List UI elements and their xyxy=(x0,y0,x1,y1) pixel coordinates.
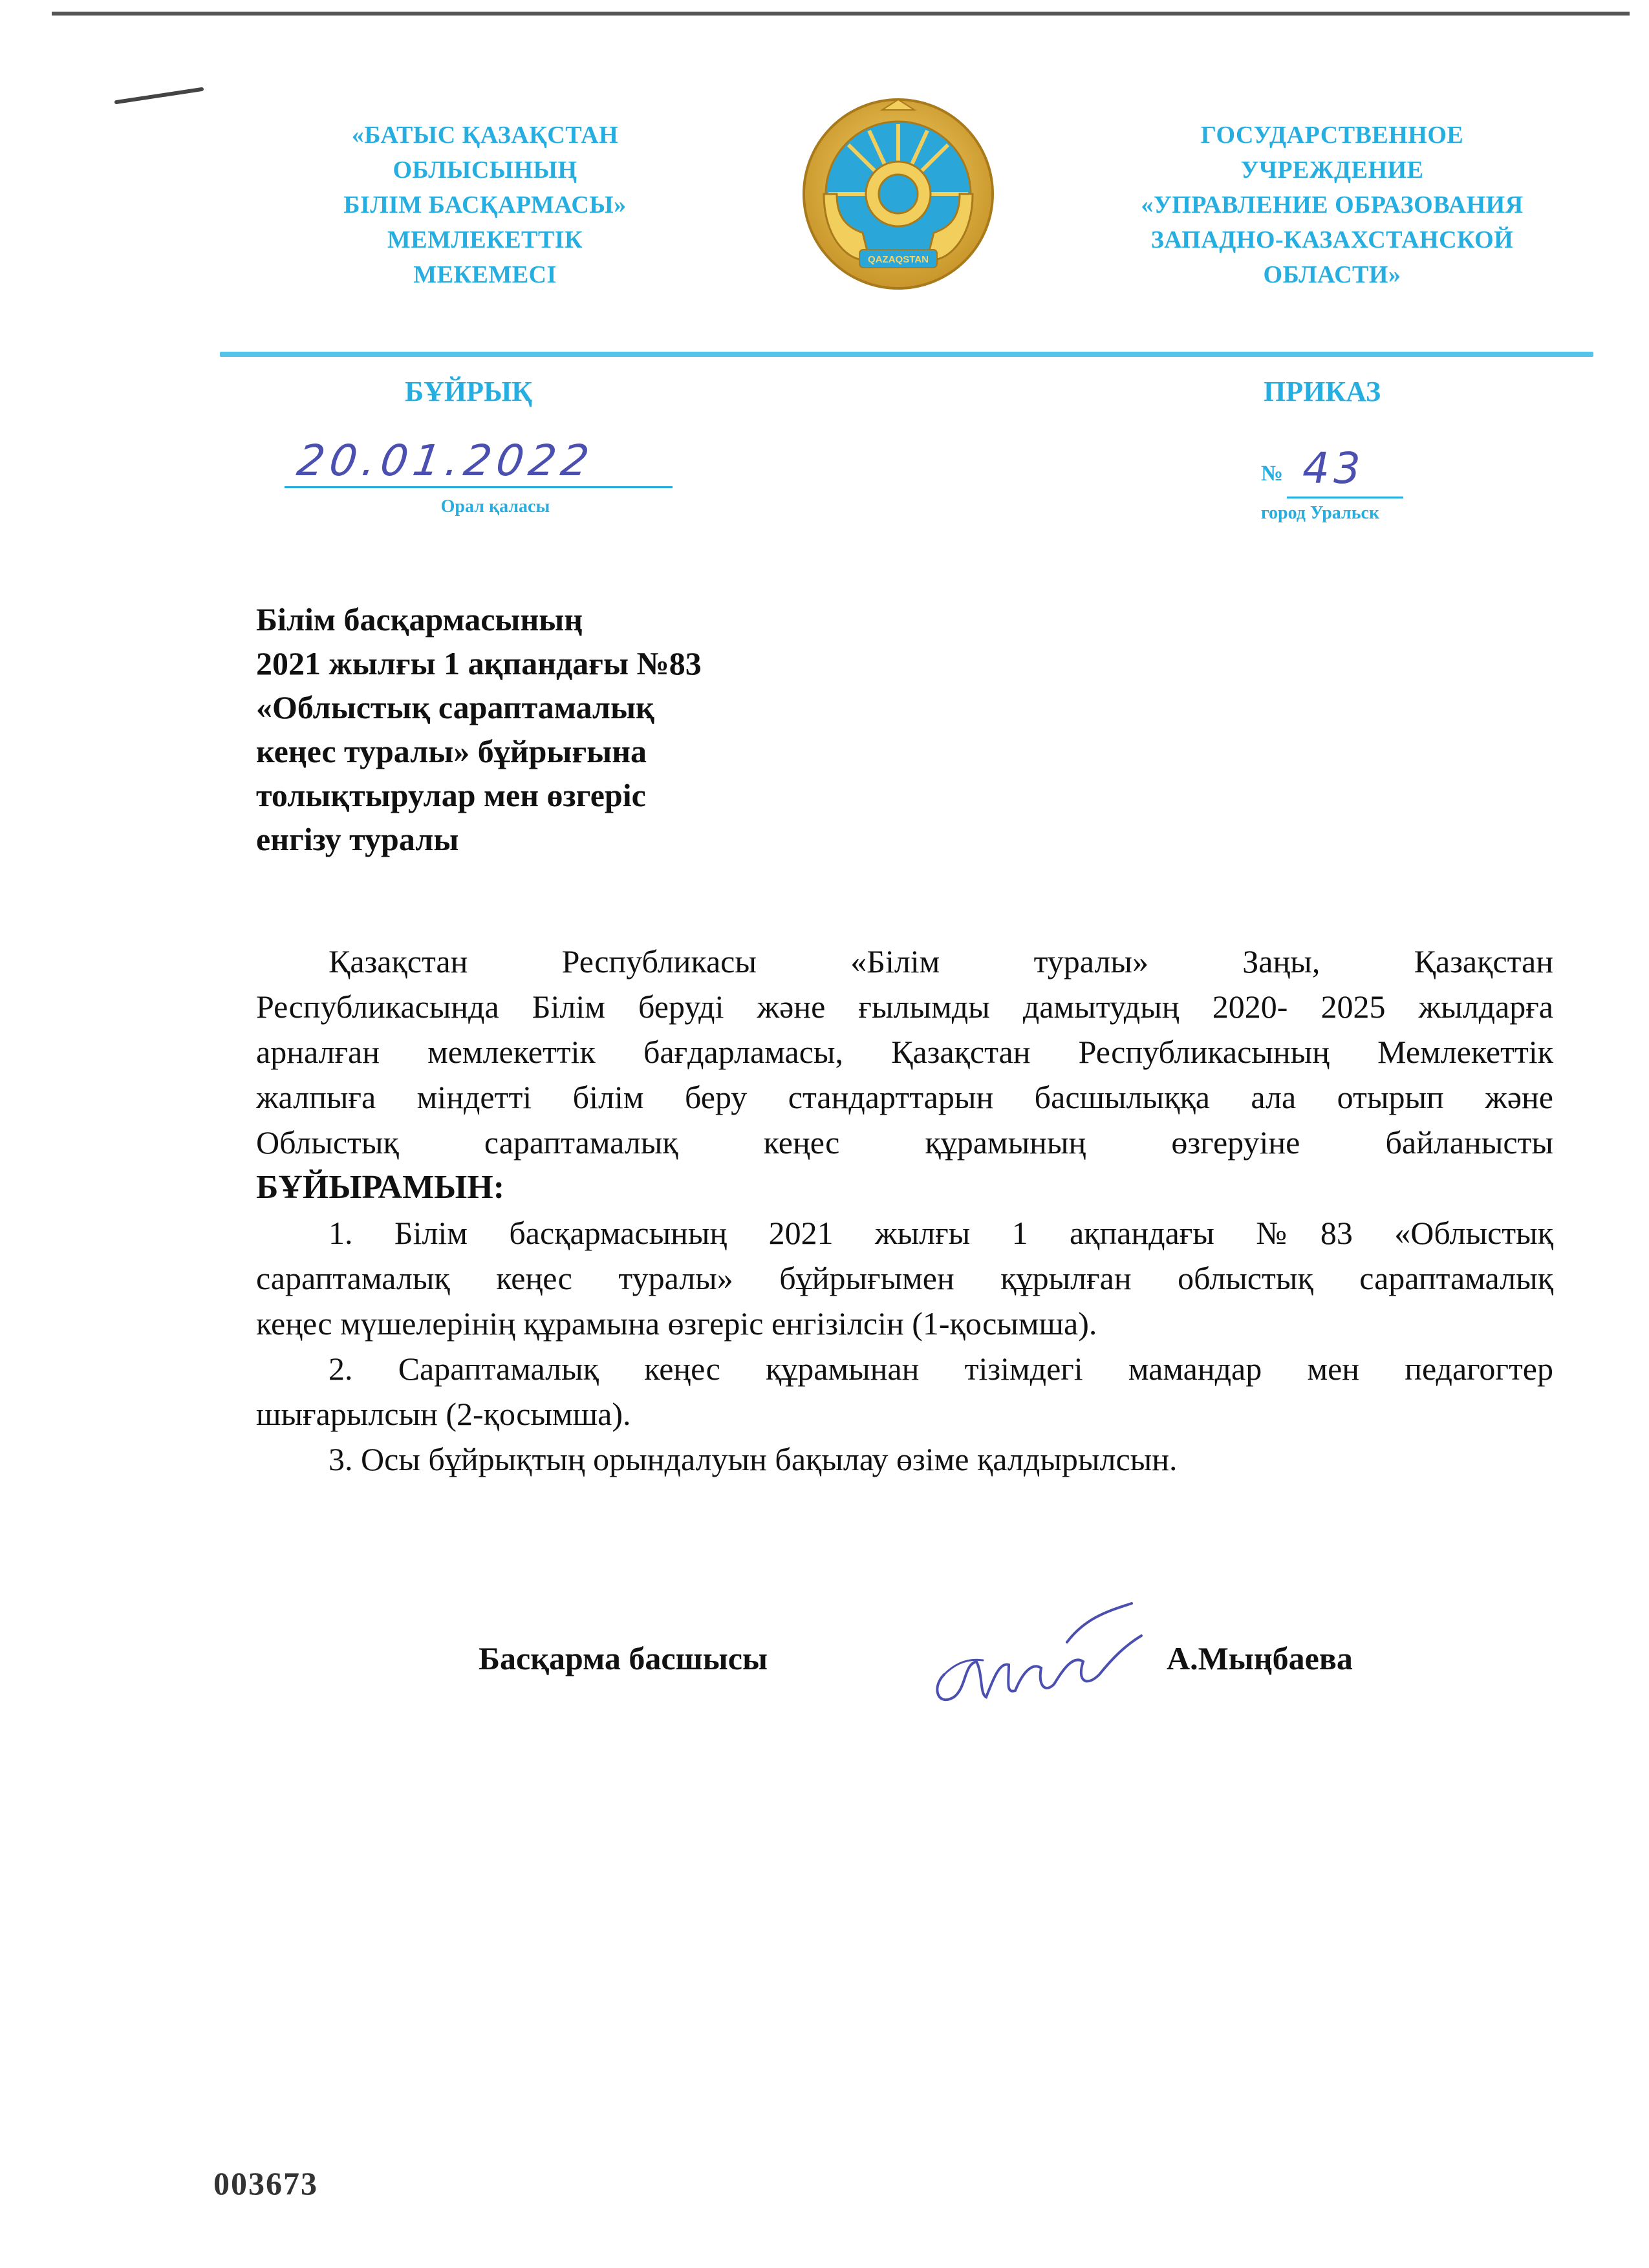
header-right-line: УЧРЕЖДЕНИЕ xyxy=(1240,156,1424,184)
preamble-line: Республикасында Білім беруді және ғылымды дамытудың 2020- 2025 жылдарға xyxy=(256,989,1553,1025)
item-2-line: 2. Сараптамалық кеңес құрамынан тізімдегі мамандар мен педагогтер xyxy=(329,1351,1553,1387)
signer-title: Басқарма басшысы xyxy=(479,1640,768,1676)
number-underline xyxy=(1287,497,1403,498)
header-left-line: МЕМЛЕКЕТТІК xyxy=(387,226,583,253)
header-divider xyxy=(220,352,1593,357)
city-ru: город Уральск xyxy=(1261,503,1380,523)
subject-line: кеңес туралы» бұйрығына xyxy=(256,733,647,769)
header-left-line: «БАТЫС ҚАЗАҚСТАН xyxy=(351,122,619,149)
emblem-text: QAZAQSTAN xyxy=(868,254,929,265)
subject-line: толықтырулар мен өзгеріс xyxy=(256,777,646,813)
item-1-line: сараптамалық кеңес туралы» бұйрығымен құрылған облыстық сараптамалық xyxy=(256,1260,1553,1296)
header-right-line: ЗАПАДНО-КАЗАХСТАНСКОЙ xyxy=(1150,226,1514,253)
date-underline xyxy=(285,486,673,488)
item-2-line: шығарылсын (2-қосымша). xyxy=(256,1396,631,1432)
handwritten-signature xyxy=(918,1578,1164,1733)
preamble-line: Қазақстан Республикасы «Білім туралы» Заңы, Қазақстан xyxy=(329,943,1553,979)
date-handwritten: 20.01.2022 xyxy=(294,436,598,486)
order-body xyxy=(256,939,1553,1482)
serial-number: 003673 xyxy=(213,2165,318,2201)
subject-line: «Облыстық сараптамалық xyxy=(256,689,654,725)
item-1-line: кеңес мүшелерінің құрамына өзгеріс енгізілсін (1-қосымша). xyxy=(256,1305,1097,1342)
doc-type-ru: ПРИКАЗ xyxy=(1264,376,1381,407)
subject-line: енгізу туралы xyxy=(256,821,459,857)
preamble-line: арналған мемлекеттік бағдарламасы, Қазақстан Республикасының Мемлекеттік xyxy=(256,1034,1553,1070)
preamble-line: Облыстық сараптамалық кеңес құрамының өзгеруіне байланысты xyxy=(256,1124,1553,1161)
header-left-org-name xyxy=(278,118,692,292)
item-1-line: 1. Білім басқармасының 2021 жылғы 1 ақпандағы №83 «Облыстық xyxy=(329,1215,1553,1251)
city-kz: Орал қаласы xyxy=(440,497,550,517)
state-emblem-icon xyxy=(798,97,998,299)
pen-mark xyxy=(114,83,204,109)
item-3-line: 3. Осы бұйрықтың орындалуын бақылау өзіме қалдырылсын. xyxy=(329,1441,1178,1477)
signer-name: А.Мыңбаева xyxy=(1167,1640,1353,1676)
header-left-line: МЕКЕМЕСІ xyxy=(413,261,557,288)
header-right-line: ГОСУДАРСТВЕННОЕ xyxy=(1200,122,1464,149)
order-subject xyxy=(256,597,838,861)
header-right-org-name xyxy=(1093,118,1571,292)
order-number-handwritten: 43 xyxy=(1302,444,1364,493)
header-right-line: ОБЛАСТИ» xyxy=(1263,261,1401,288)
preamble-line: жалпыға міндетті білім беру стандарттарын басшылыққа ала отырып және xyxy=(256,1079,1553,1115)
scan-edge-line xyxy=(52,12,1630,16)
subject-line: 2021 жылғы 1 ақпандағы №83 xyxy=(256,645,702,681)
number-sign: № xyxy=(1261,462,1284,486)
header-left-line: ОБЛЫСЫНЫҢ xyxy=(393,156,577,184)
order-word: БҰЙЫРАМЫН: xyxy=(256,1169,505,1206)
doc-type-kz: БҰЙРЫҚ xyxy=(405,376,533,407)
header-left-line: БІЛІМ БАСҚАРМАСЫ» xyxy=(343,191,627,219)
subject-line: Білім басқармасының xyxy=(256,601,583,637)
header-right-line: «УПРАВЛЕНИЕ ОБРАЗОВАНИЯ xyxy=(1141,191,1524,219)
